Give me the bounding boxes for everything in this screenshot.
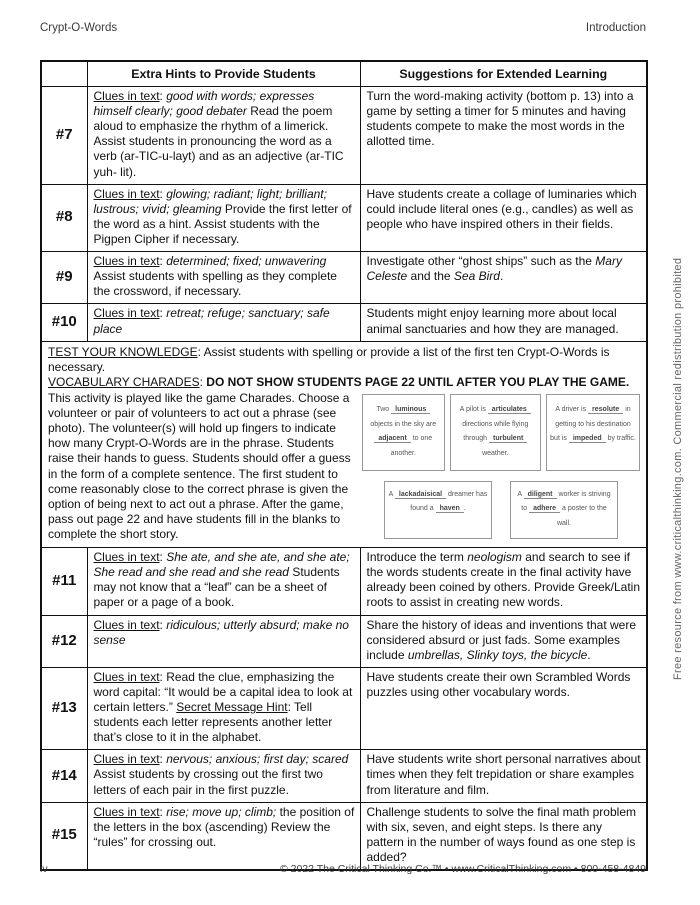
- extra-hints-cell: [87, 184, 360, 251]
- text-segment: : Tell students each letter represents another letter that’s close to it in the alphabet.: [93, 700, 333, 745]
- page-header: [40, 22, 646, 34]
- text-segment: worker is striving to: [521, 490, 611, 513]
- text-segment: rise; move up; climb;: [166, 804, 277, 819]
- suggestion-cell: [360, 802, 647, 870]
- text-segment: in getting to his destination but is: [550, 405, 631, 443]
- text-segment: Clues in text: [93, 89, 160, 103]
- hint-row-8: [41, 184, 647, 251]
- text-segment: Clues in text: [93, 804, 160, 819]
- row-number: #12: [41, 615, 87, 667]
- charade-examples-row2: [362, 481, 640, 539]
- suggestion-cell: [360, 548, 647, 615]
- text-segment: Students may not know that a “leaf” can be a sheet of paper or a page of a book.: [93, 565, 340, 610]
- test-your-knowledge-label: TEST YOUR KNOWLEDGE: [48, 344, 198, 359]
- text-segment: Have students create their own Scrambled Words puzzles using other vocabulary words.: [366, 669, 631, 699]
- text-segment: Share the history of ideas and inventions that were considered absurd or just fads. Some examples include: [366, 617, 636, 662]
- text-segment: Secret Message Hint: [176, 700, 288, 715]
- text-segment: .: [463, 505, 466, 513]
- text-segment: .: [499, 269, 504, 284]
- header-row: [41, 61, 647, 87]
- text-segment: and search to see if the words students create in the final activity have already been coined by others. Provide Greek/Latin roots to assist in creating new words.: [366, 550, 640, 610]
- text-segment: impeded: [569, 435, 606, 443]
- text-segment: Clues in text: [93, 617, 160, 632]
- text-segment: A: [517, 490, 524, 498]
- text-segment: :: [159, 254, 167, 269]
- hints-table: [40, 60, 648, 871]
- extra-hints-cell: [87, 548, 360, 615]
- hint-row-7: [41, 87, 647, 185]
- row-number: #13: [41, 667, 87, 750]
- vocabulary-charades-label: VOCABULARY CHARADES: [48, 374, 200, 389]
- rows-top: [41, 87, 647, 342]
- charade-examples-row1: [362, 394, 640, 471]
- suggestion-cell: [360, 667, 647, 750]
- text-segment: adjacent: [374, 435, 410, 443]
- text-segment: objects in the sky are: [370, 420, 437, 428]
- text-segment: adhere: [529, 505, 560, 513]
- test-your-knowledge-line: [48, 345, 640, 375]
- row-number: #7: [41, 87, 87, 185]
- text-segment: retreat; refuge; sanctuary; safe place: [93, 306, 330, 336]
- text-segment: Provide the first letter of the word as a hint. Assist students with the Pigpen Cipher if necessary.: [93, 201, 352, 246]
- text-segment: and the: [407, 269, 454, 284]
- text-segment: Students might enjoy learning more about local animal sanctuaries and how they are managed.: [366, 306, 619, 336]
- text-segment: good with words; expresses himself clearly; good debater: [93, 89, 315, 119]
- vocabulary-charades-warning: DO NOT SHOW STUDENTS PAGE 22 UNTIL AFTER YOU PLAY THE GAME.: [206, 374, 630, 389]
- text-segment: neologism: [467, 550, 522, 565]
- extra-hints-cell: [87, 615, 360, 667]
- extra-hints-column-header: Extra Hints to Provide Students: [87, 61, 360, 87]
- charade-example-box: [362, 394, 445, 471]
- charade-example-box: [384, 481, 492, 539]
- row-number: #15: [41, 802, 87, 870]
- suggestion-cell: [360, 615, 647, 667]
- hint-row-13: [41, 667, 647, 750]
- hint-row-12: [41, 615, 647, 667]
- text-segment: A pilot is: [459, 405, 488, 413]
- text-segment: luminous: [391, 406, 430, 414]
- text-segment: Have students create a collage of luminaries which could include literal ones (e.g., candles) as well as people who have inspired others in their fields.: [366, 186, 637, 231]
- text-segment: Introduce the term: [366, 550, 468, 565]
- section-cell: [41, 341, 647, 547]
- charade-example-box: [546, 394, 640, 471]
- text-segment: turbulent: [489, 435, 527, 443]
- suggestions-column-header: Suggestions for Extended Learning: [360, 61, 647, 87]
- suggestion-cell: [360, 184, 647, 251]
- charades-paragraph: This activity is played like the game Charades. Choose a volunteer or pair of volunteers to act out a phrase (see photo). The volunteer(s) will hold up fingers to indicate how many Crypt-O-Words are in the phrase. Students raise their hands to guess. Students should offer a guess in the form of a complete sentence. The first student to come reasonably close to the correct phrase is given the option of being next to act out a phrase. After the game, pass out page 22 and have students fill in the blanks to complete the short story.: [48, 390, 351, 541]
- text-segment: ridiculous; utterly absurd; make no sense: [93, 617, 349, 647]
- text-segment: directions while flying through: [462, 420, 529, 443]
- text-segment: Assist students with spelling as they complete the crossword, if necessary.: [93, 269, 337, 299]
- hints-table-head: [41, 61, 647, 87]
- text-segment: :: [159, 186, 167, 201]
- text-segment: A: [388, 490, 395, 498]
- text-segment: Challenge students to solve the final math problem with six, seven, and eight steps. Is there any pattern in the number of ways found as one step is added?: [366, 804, 636, 865]
- text-segment: Clues in text: [93, 752, 160, 767]
- row-number: #11: [41, 548, 87, 615]
- suggestion-cell: [360, 87, 647, 185]
- text-segment: diligent: [524, 491, 557, 499]
- text-segment: lackadaisical: [395, 491, 446, 499]
- rows-bottom: [41, 548, 647, 871]
- extra-hints-cell: [87, 750, 360, 802]
- text-segment: glowing; radiant; light; brilliant; lustrous; vivid; gleaming: [93, 186, 327, 216]
- extra-hints-cell: [87, 802, 360, 870]
- text-segment: Clues in text: [93, 306, 160, 321]
- row-number: #10: [41, 304, 87, 341]
- hint-row-11: [41, 548, 647, 615]
- text-segment: articulates: [488, 406, 531, 414]
- extra-hints-cell: [87, 667, 360, 750]
- hint-row-10: [41, 304, 647, 341]
- text-segment: :: [159, 306, 167, 321]
- text-segment: determined; fixed; unwavering: [166, 254, 327, 269]
- text-segment: Turn the word-making activity (bottom p. 13) into a game by setting a timer for 5 minutes and having students compete to make the most words in the allotted time.: [366, 89, 634, 149]
- text-segment: : Read the clue, emphasizing the word capital: “It would be a capital idea to look at certain letters.”: [93, 669, 353, 715]
- text-segment: nervous; anxious; first day; scared: [166, 752, 349, 767]
- row-number: #9: [41, 252, 87, 304]
- vocabulary-charades-line: [48, 375, 640, 390]
- text-segment: haven: [436, 505, 464, 513]
- charade-example-box: [510, 481, 618, 539]
- charades-description: [48, 391, 640, 542]
- vocabulary-charades-separator: :: [199, 374, 207, 389]
- suggestion-cell: [360, 252, 647, 304]
- extra-hints-cell: [87, 304, 360, 341]
- copyright-line: © 2022 The Critical Thinking Co.™ • www.CriticalThinking.com • 800-458-4849: [279, 863, 646, 875]
- text-segment: by traffic.: [605, 435, 636, 443]
- extra-hints-cell: [87, 87, 360, 185]
- text-segment: :: [159, 89, 167, 103]
- hint-row-14: [41, 750, 647, 802]
- text-segment: Mary Celeste: [366, 254, 622, 284]
- text-segment: a poster to the wall.: [556, 505, 607, 528]
- text-segment: .: [587, 647, 591, 662]
- test-your-knowledge-text: : Assist students with spelling or provide a list of the first ten Crypt-O-Words is necessary.: [48, 344, 610, 374]
- text-segment: weather.: [482, 450, 509, 458]
- number-column-header: [41, 61, 87, 87]
- text-segment: Clues in text: [93, 254, 160, 269]
- charade-example-box: [450, 394, 541, 471]
- text-segment: dreamer has found a: [410, 490, 488, 513]
- header-book-title: Crypt-O-Words: [40, 22, 118, 34]
- text-segment: She ate, and she ate, and she ate; She read and she read and she read: [93, 550, 350, 580]
- text-segment: :: [159, 752, 167, 767]
- section-body: [41, 341, 647, 547]
- text-segment: umbrellas, Slinky toys, the bicycle: [407, 647, 588, 662]
- row-number: #8: [41, 184, 87, 251]
- hint-row-15: [41, 802, 647, 870]
- suggestion-cell: [360, 750, 647, 802]
- text-segment: A driver is: [555, 405, 589, 413]
- text-segment: :: [159, 804, 167, 819]
- extra-hints-cell: [87, 252, 360, 304]
- row-number: #14: [41, 750, 87, 802]
- text-segment: Investigate other “ghost ships” such as the: [366, 254, 596, 269]
- text-segment: Clues in text: [93, 186, 160, 201]
- text-segment: Sea Bird: [453, 269, 500, 284]
- text-segment: Clues in text: [93, 550, 160, 565]
- text-segment: :: [159, 550, 167, 565]
- page-footer: [40, 863, 646, 875]
- text-segment: to one another.: [390, 435, 433, 458]
- text-segment: Two: [376, 405, 392, 413]
- charade-example-boxes: [362, 394, 640, 539]
- text-segment: Clues in text: [93, 669, 160, 684]
- text-segment: Assist students by crossing out the first two letters of each pair in the first puzzle.: [93, 767, 323, 797]
- text-segment: Read the poem aloud to emphasize the rhythm of a limerick. Assist students in pronouncing the word as a verb (ar-TIC-u-layt) and as an adjective (ar-TIC yuh- lit).: [93, 104, 344, 179]
- suggestion-cell: [360, 304, 647, 341]
- text-segment: :: [159, 617, 167, 632]
- text-segment: Have students write short personal narratives about times when they felt trepidation or share examples from literature and film.: [366, 752, 641, 797]
- header-chapter-title: Introduction: [585, 22, 646, 34]
- page-number: iv: [40, 863, 48, 875]
- knowledge-charades-row: [41, 341, 647, 547]
- hint-row-9: [41, 252, 647, 304]
- text-segment: the position of the letters in the box (ascending) Review the “rules” for crossing out.: [93, 804, 355, 849]
- text-segment: resolute: [588, 406, 623, 414]
- free-resource-watermark: Free resource from www.criticalthinking.com. Commercial redistribution prohibited: [672, 257, 684, 680]
